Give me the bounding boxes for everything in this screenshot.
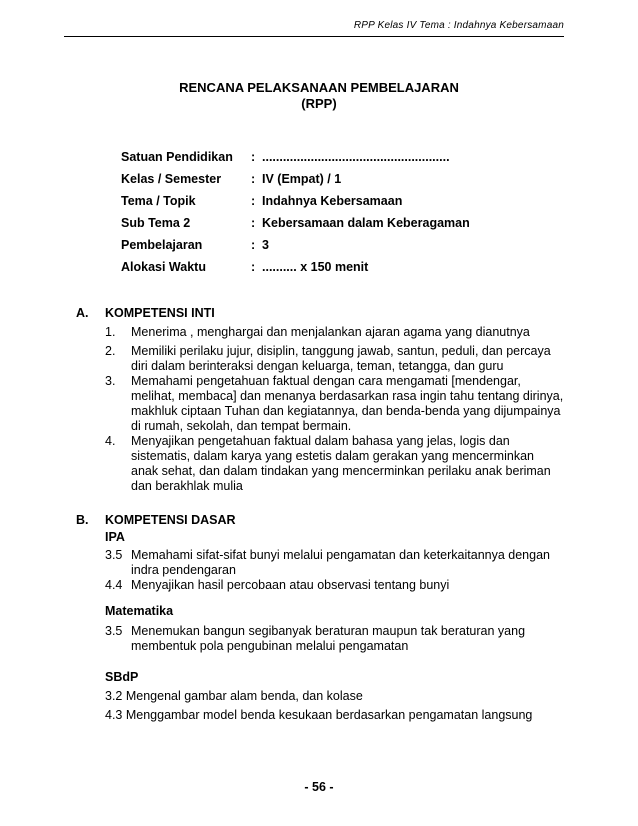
info-value: .......... x 150 menit: [262, 260, 369, 274]
ki-line: Memiliki perilaku jujur, disiplin, tanggung jawab, santun, peduli, dan percaya: [131, 344, 551, 358]
ki-line: melihat, membaca] dan menanya berdasarkan rasa ingin tahu tentang dirinya,: [131, 389, 564, 403]
info-colon: :: [251, 194, 256, 208]
ki-line: sistematis, dalam karya yang estetis dalam gerakan yang mencerminkan: [131, 449, 534, 463]
document-subtitle: (RPP): [301, 96, 337, 111]
kd-line: Memahami sifat-sifat bunyi melalui pengamatan dan keterkaitannya dengan: [131, 548, 550, 562]
ki-line: dan berakhlak mulia: [131, 479, 243, 493]
ki-item-text: [131, 344, 576, 374]
kd-item: 3.2 Mengenal gambar alam benda, dan kolase: [105, 689, 363, 703]
ki-item-number: 1.: [105, 325, 116, 339]
ki-line: makhluk ciptaan Tuhan dan kegiatannya, dan benda-benda yang dijumpainya: [131, 404, 561, 418]
header-rule: [64, 36, 564, 37]
ki-line: Menyajikan pengetahuan faktual dalam bahasa yang jelas, logis dan: [131, 434, 510, 448]
info-label: Satuan Pendidikan: [121, 150, 233, 164]
ki-line: Menerima , menghargai dan menjalankan ajaran agama yang dianutnya: [131, 325, 530, 339]
matematika-heading: Matematika: [105, 604, 174, 618]
info-colon: :: [251, 260, 256, 274]
kd-item-text: [131, 548, 571, 578]
ki-line: anak sehat, dan dalam tindakan yang mencerminkan perilaku anak beriman: [131, 464, 551, 478]
section-a-title: KOMPETENSI INTI: [105, 306, 215, 320]
info-value: IV (Empat) / 1: [262, 172, 342, 186]
ki-item-text: [131, 325, 576, 340]
ki-line: diri dalam berinteraksi dengan keluarga, teman, tetangga, dan guru: [131, 359, 504, 373]
sbdp-heading: SBdP: [105, 670, 139, 684]
info-label: Kelas / Semester: [121, 172, 222, 186]
info-value: 3: [262, 238, 269, 252]
document-title: RENCANA PELAKSANAAN PEMBELAJARAN: [179, 80, 459, 95]
ki-line: Memahami pengetahuan faktual dengan cara mengamati [mendengar,: [131, 374, 521, 388]
ipa-heading: IPA: [105, 530, 125, 544]
kd-line: Menyajikan hasil percobaan atau observasi tentang bunyi: [131, 578, 450, 592]
ki-line: di rumah, sekolah, dan tempat bermain.: [131, 419, 352, 433]
kd-line: membentuk pola pengubinan melalui pengamatan: [131, 639, 409, 653]
info-value: ......................................................: [262, 150, 450, 164]
info-value: Kebersamaan dalam Keberagaman: [262, 216, 470, 230]
section-b-title: KOMPETENSI DASAR: [105, 513, 236, 527]
ki-item-text: [131, 374, 576, 434]
info-label: Sub Tema 2: [121, 216, 191, 230]
ki-item-number: 2.: [105, 344, 116, 358]
info-label: Alokasi Waktu: [121, 260, 206, 274]
info-colon: :: [251, 216, 256, 230]
kd-item: 4.3 Menggambar model benda kesukaan berdasarkan pengamatan langsung: [105, 708, 533, 722]
kd-line: indra pendengaran: [131, 563, 236, 577]
ki-item-number: 3.: [105, 374, 116, 388]
kd-item-number: 3.5: [105, 548, 123, 562]
info-colon: :: [251, 172, 256, 186]
kd-item-number: 4.4: [105, 578, 123, 592]
info-colon: :: [251, 150, 256, 164]
info-colon: :: [251, 238, 256, 252]
kd-item-text: [131, 578, 571, 593]
kd-item-text: [131, 624, 571, 654]
section-b-letter: B.: [76, 513, 89, 527]
running-header: RPP Kelas IV Tema : Indahnya Kebersamaan: [353, 20, 564, 31]
ki-item-text: [131, 434, 576, 494]
section-a-letter: A.: [76, 306, 89, 320]
info-value: Indahnya Kebersamaan: [262, 194, 403, 208]
ki-item-number: 4.: [105, 434, 116, 448]
info-label: Tema / Topik: [121, 194, 196, 208]
info-label: Pembelajaran: [121, 238, 203, 252]
page-number: - 56 -: [304, 780, 334, 794]
kd-item-number: 3.5: [105, 624, 123, 638]
kd-line: Menemukan bangun segibanyak beraturan maupun tak beraturan yang: [131, 624, 526, 638]
